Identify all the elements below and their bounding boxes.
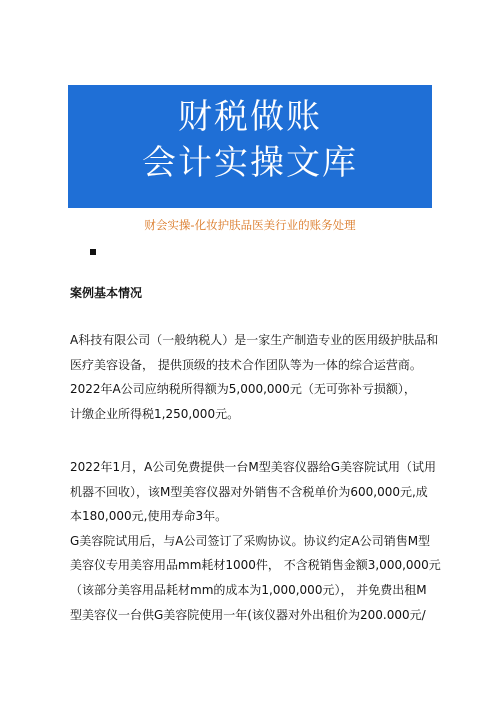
text-line: （该部分美容用品耗材mm的成本为1,000,000元）， 并免费出租M	[70, 582, 427, 597]
text-line: 本180,000元,使用寿命3年。	[70, 509, 228, 524]
bullet-icon	[90, 249, 96, 255]
text-line: 医疗美容设备， 提供顶级的技术合作团队等为一体的综合运营商。	[70, 357, 422, 372]
text-line: A科技有限公司（一般纳税人）是一家生产制造专业的医用级护肤品和	[70, 333, 439, 347]
text-line: 计缴企业所得税1,250,000元。	[70, 406, 240, 421]
paragraph-company-info	[70, 328, 440, 426]
banner-title-line2: 会计实操文库	[142, 143, 358, 183]
text-line: 型美容仪一台供G美容院使用一年(该仪器对外出租价为200.000元/	[70, 607, 426, 622]
paragraph-case-details	[70, 455, 440, 627]
text-line: 2022年1月，A公司免费提供一台M型美容仪器给G美容院试用（试用	[70, 460, 437, 474]
banner-title-line1: 财税做账	[178, 97, 322, 137]
title-banner	[68, 85, 432, 208]
text-line: G美容院试用后，与A公司签订了采购协议。协议约定A公司销售M型	[70, 533, 431, 548]
section-heading: 案例基本情况	[70, 286, 143, 300]
document-subtitle: 财会实操-化妆护肤品医美行业的账务处理	[144, 218, 356, 232]
text-line: 2022年A公司应纳税所得额为5,000,000元（无可弥补亏损额），	[70, 382, 416, 397]
text-line: 美容仪专用美容用品mm耗材1000件， 不含税销售金额3,000,000元	[70, 558, 441, 573]
text-line: 机器不回收），该M型美容仪器对外销售不含税单价为600,000元,成	[70, 484, 428, 499]
